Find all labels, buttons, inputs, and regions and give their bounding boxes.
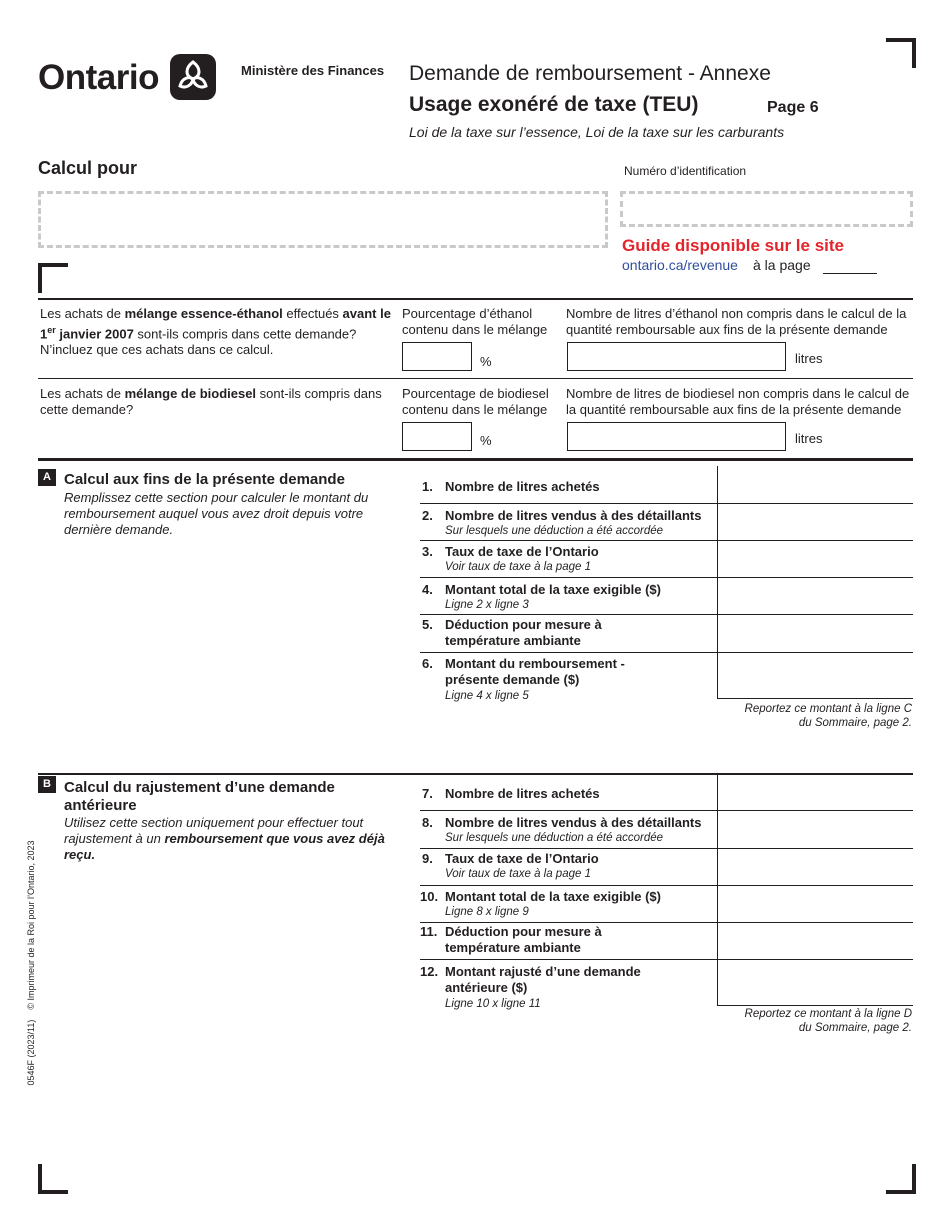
- biodiesel-percent-label: Pourcentage de biodiesel contenu dans le mélange: [402, 386, 549, 417]
- ethanol-question: Les achats de mélange essence-éthanol effectués avant le 1er janvier 2007 sont-ils compris dans cette demande? N’incluez que ces achats dans ce calcul.: [40, 306, 391, 358]
- form-title-line1: Demande de remboursement - Annexe: [409, 62, 771, 85]
- form-title-line2: Usage exonéré de taxe (TEU): [409, 93, 699, 116]
- guide-page-label: à la page: [753, 257, 811, 273]
- ethanol-percent-label: Pourcentage d’éthanol contenu dans le mélange: [402, 306, 548, 337]
- line-1-field[interactable]: [717, 466, 913, 503]
- ethanol-percent-unit: %: [480, 354, 492, 369]
- section-b-row-9: 9. Taux de taxe de l’Ontario Voir taux de taxe à la page 1: [420, 848, 913, 886]
- guide-page-field[interactable]: [823, 258, 877, 274]
- section-b-description: Utilisez cette section uniquement pour effectuer tout rajustement à un remboursement que vous avez déjà reçu.: [64, 815, 385, 862]
- crop-mark-top-right: [886, 38, 916, 68]
- section-a-divider: [38, 458, 913, 461]
- form-footer-vertical: 0546F (2023/11) © Imprimeur de la Roi pour l’Ontario, 2023: [26, 840, 36, 1086]
- section-b-row-7: 7. Nombre de litres achetés: [420, 774, 913, 810]
- line-11-field[interactable]: [717, 922, 913, 960]
- guide-url-link[interactable]: ontario.ca/revenue: [622, 257, 738, 273]
- section-a-row-6: 6. Montant du remboursement - présente demande ($) Ligne 4 x ligne 5: [420, 652, 913, 699]
- section-a-description: Remplissez cette section pour calculer le montant du remboursement auquel vous avez droit depuis votre dernière demande.: [64, 490, 369, 537]
- biodiesel-percent-unit: %: [480, 433, 492, 448]
- divider: [38, 298, 913, 300]
- form-subtitle: Loi de la taxe sur l’essence, Loi de la taxe sur les carburants: [409, 124, 785, 140]
- section-b-row-11: 11. Déduction pour mesure à température ambiante: [420, 922, 913, 960]
- line-2-field[interactable]: [717, 503, 913, 541]
- ethanol-litres-label: Nombre de litres d’éthanol non compris dans le calcul de la quantité remboursable aux fins de la présente demande: [566, 306, 907, 337]
- section-b-row-10: 10. Montant total de la taxe exigible ($) Ligne 8 x ligne 9: [420, 885, 913, 923]
- id-number-label: Numéro d’identification: [624, 164, 747, 178]
- guide-notice: Guide disponible sur le site: [622, 236, 844, 255]
- section-a-note-line1: Reportez ce montant à la ligne C: [744, 703, 912, 715]
- section-b-title: Calcul du rajustement d’une demande antérieure: [64, 779, 335, 814]
- section-a-row-1: 1. Nombre de litres achetés: [420, 467, 913, 503]
- biodiesel-litres-unit: litres: [795, 431, 823, 446]
- section-a-row-4: 4. Montant total de la taxe exigible ($) Ligne 2 x ligne 3: [420, 577, 913, 615]
- biodiesel-percent-input[interactable]: [402, 422, 472, 451]
- divider: [38, 378, 913, 379]
- crop-mark-mid-left: [38, 263, 68, 293]
- biodiesel-litres-label: Nombre de litres de biodiesel non compris dans le calcul de la quantité remboursable aux fins de la présente demande: [566, 386, 910, 417]
- line-8-field[interactable]: [717, 810, 913, 849]
- calcul-pour-label: Calcul pour: [38, 158, 138, 178]
- section-a-note-line2: du Sommaire, page 2.: [798, 717, 912, 729]
- line-7-field[interactable]: [717, 773, 913, 810]
- section-a-row-5: 5. Déduction pour mesure à température ambiante: [420, 614, 913, 653]
- section-a-title: Calcul aux fins de la présente demande: [64, 471, 345, 488]
- section-a-row-2: 2. Nombre de litres vendus à des détaillants Sur lesquels une déduction a été accordée: [420, 503, 913, 541]
- page-number: Page 6: [767, 99, 819, 116]
- section-a-badge: A: [38, 469, 56, 486]
- line-9-field[interactable]: [717, 848, 913, 886]
- biodiesel-question: Les achats de mélange de biodiesel sont-ils compris dans cette demande?: [40, 386, 382, 417]
- line-6-field[interactable]: [717, 652, 913, 699]
- crop-mark-bottom-left: [38, 1164, 68, 1194]
- ethanol-litres-input[interactable]: [567, 342, 786, 371]
- section-b-row-8: 8. Nombre de litres vendus à des détaillants Sur lesquels une déduction a été accordée: [420, 810, 913, 849]
- line-4-field[interactable]: [717, 577, 913, 615]
- section-b-note-line2: du Sommaire, page 2.: [798, 1022, 912, 1034]
- section-b-row-12: 12. Montant rajusté d’une demande antérieure ($) Ligne 10 x ligne 11: [420, 959, 913, 1006]
- id-number-field[interactable]: [620, 191, 913, 227]
- section-b-note-line1: Reportez ce montant à la ligne D: [744, 1008, 912, 1020]
- trillium-icon: [170, 54, 216, 100]
- biodiesel-litres-input[interactable]: [567, 422, 786, 451]
- crop-mark-bottom-right: [886, 1164, 916, 1194]
- ethanol-litres-unit: litres: [795, 351, 823, 366]
- section-a-row-3: 3. Taux de taxe de l’Ontario Voir taux de taxe à la page 1: [420, 540, 913, 578]
- line-5-field[interactable]: [717, 614, 913, 653]
- ministry-name: Ministère des Finances: [241, 63, 385, 78]
- line-3-field[interactable]: [717, 540, 913, 578]
- section-b-badge: B: [38, 776, 56, 793]
- ontario-logo-text: Ontario: [38, 58, 159, 97]
- line-10-field[interactable]: [717, 885, 913, 923]
- line-12-field[interactable]: [717, 959, 913, 1006]
- ethanol-percent-input[interactable]: [402, 342, 472, 371]
- calcul-pour-field[interactable]: [38, 191, 608, 248]
